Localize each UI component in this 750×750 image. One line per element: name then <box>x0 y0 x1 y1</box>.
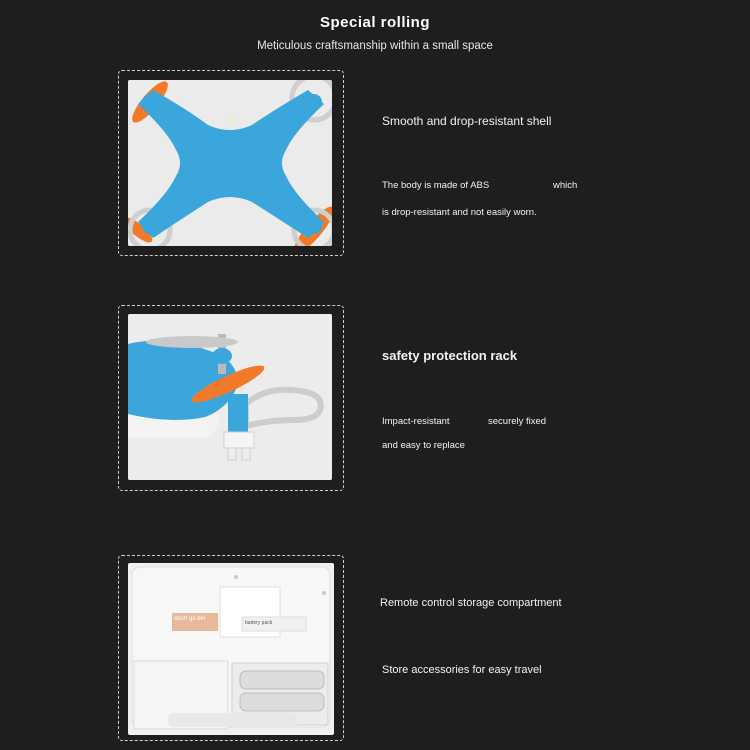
section-1-line-1a: The body is made of ABS <box>382 180 490 191</box>
section-2-photo <box>128 314 332 480</box>
section-1-line-1b: which <box>553 180 578 191</box>
page-title: Special rolling <box>319 14 431 31</box>
section-2-line-1b: securely fixed <box>488 416 547 427</box>
section-1-heading: Smooth and drop-resistant shell <box>382 114 552 128</box>
page-subtitle: Meticulous craftsmanship within a small space <box>257 40 493 52</box>
section-3-line-2: Store accessories for easy travel <box>382 664 542 676</box>
section-3-heading: Remote control storage compartment <box>380 597 562 609</box>
section-2-line-2: and easy to replace <box>382 440 465 451</box>
section-2-heading: safety protection rack <box>382 348 518 363</box>
section-3-photo <box>128 563 334 735</box>
sticker-label-2: battery pack <box>245 620 273 626</box>
section-1-photo <box>128 80 332 246</box>
section-1-line-2: is drop-resistant and not easily worn. <box>382 207 537 218</box>
sticker-label-1: short go bin <box>174 616 206 622</box>
section-2-line-1a: Impact-resistant <box>382 416 450 427</box>
